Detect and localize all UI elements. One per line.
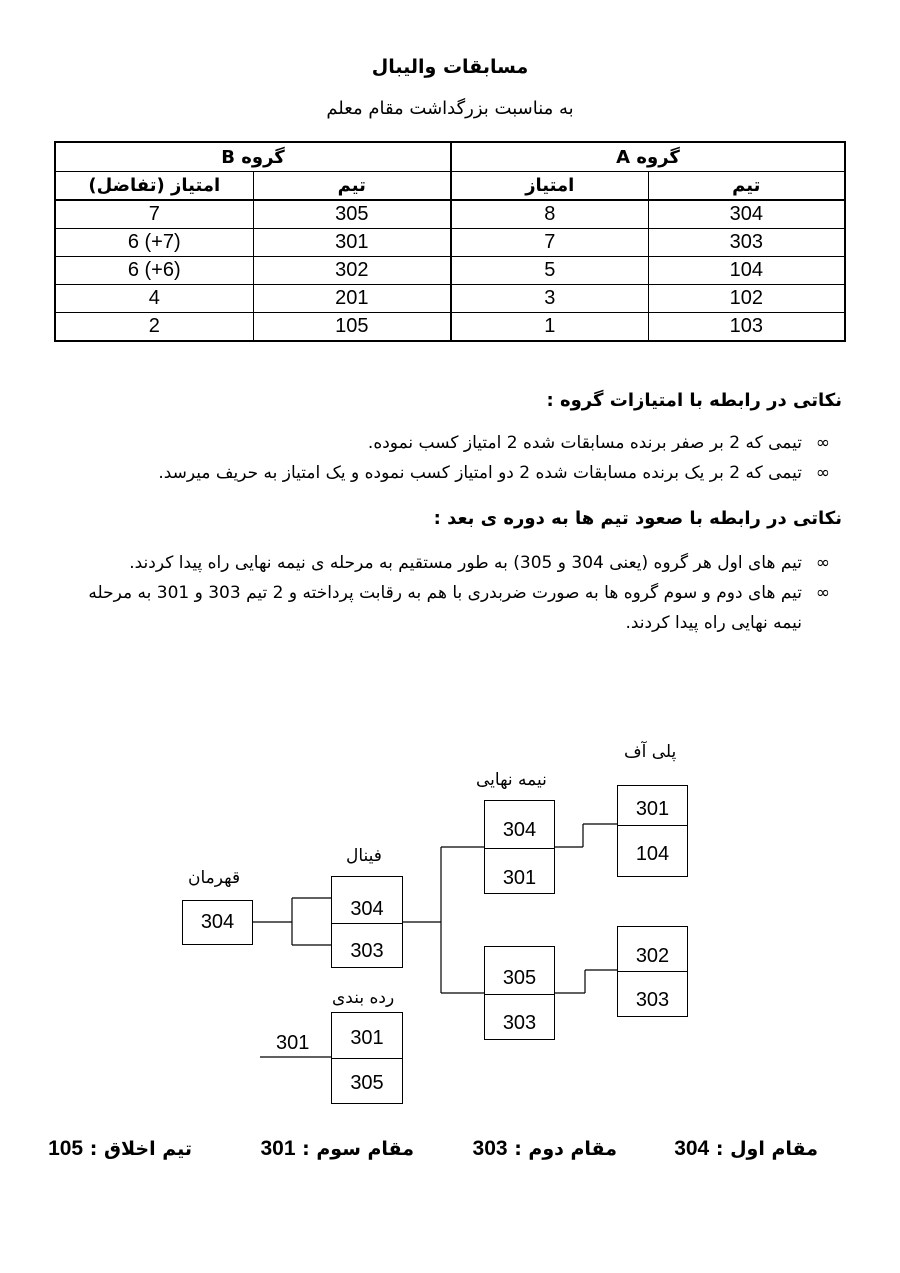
group-a-team-header: تیم: [648, 172, 845, 201]
playoff-match-2: [617, 926, 688, 1017]
page-subtitle: به مناسبت بزرگداشت مقام معلم: [326, 98, 574, 119]
champion-label: قهرمان: [188, 868, 241, 888]
group-b-team-cell: 302: [253, 257, 451, 285]
final-match: [331, 876, 403, 968]
playoff-label: پلی آف: [624, 742, 677, 762]
semifinal-match-1: [484, 800, 555, 894]
team-cell: 301: [502, 867, 537, 889]
group-a-points-cell: 7: [451, 229, 648, 257]
group-b-points-cell: 6 (+7): [55, 229, 253, 257]
first-place-value: 304: [674, 1137, 710, 1160]
team-cell: 302: [635, 945, 670, 967]
team-cell: 303: [635, 989, 670, 1011]
fair-play-value: 105: [48, 1137, 84, 1160]
group-a-points-cell: 8: [451, 200, 648, 229]
group-a-points-cell: 3: [451, 285, 648, 313]
third-place-label: مقام سوم :: [302, 1138, 414, 1160]
playoff-match-1: [617, 785, 688, 877]
first-place-label: مقام اول :: [715, 1138, 818, 1160]
group-b-points-cell: 2: [55, 313, 253, 342]
team-cell: 304: [502, 819, 537, 841]
group-a-team-cell: 304: [648, 200, 845, 229]
classification-label: رده بندی: [332, 988, 395, 1008]
second-place-value: 303: [472, 1137, 508, 1160]
group-b-points-cell: 6 (+6): [55, 257, 253, 285]
group-b-team-header: تیم: [253, 172, 451, 201]
group-b-team-cell: 105: [253, 313, 451, 342]
group-b-header: گروه B: [55, 142, 451, 172]
team-cell: 304: [350, 898, 384, 920]
classification-match: [331, 1012, 403, 1104]
team-cell: 104: [635, 843, 670, 865]
advancement-notes-title: نکاتی در رابطه با صعود تیم ها به دوره ی بعد :: [433, 508, 842, 529]
group-b-points-header: امتیاز (تفاضل): [55, 172, 253, 201]
team-cell: 305: [502, 967, 537, 989]
champion-box: [182, 900, 253, 945]
second-place: [473, 1137, 617, 1161]
group-b-points-cell: 7: [55, 200, 253, 229]
group-b-points-cell: 4: [55, 285, 253, 313]
third-place: [260, 1137, 414, 1161]
group-a-header: گروه A: [451, 142, 845, 172]
infinity-bullet-icon: ∞: [815, 553, 830, 573]
team-cell: 303: [350, 940, 384, 962]
semifinal-label: نیمه نهایی: [476, 770, 547, 790]
list-item: ∞ تیمی که 2 بر صفر برنده مسابقات شده 2 امتیاز کسب نموده.: [70, 428, 830, 458]
team-cell: 301: [635, 798, 670, 820]
list-item: ∞ تیم های دوم و سوم گروه ها به صورت ضربدری با هم به رقابت پرداخته و 2 تیم 303 و 301 به مرحله نیمه نهایی راه پیدا کردند.: [70, 578, 830, 638]
infinity-bullet-icon: ∞: [815, 463, 830, 483]
group-b-team-cell: 201: [253, 285, 451, 313]
group-points-notes-title: نکاتی در رابطه با امتیازات گروه :: [546, 390, 842, 411]
group-b-team-cell: 301: [253, 229, 451, 257]
group-a-team-cell: 103: [648, 313, 845, 342]
second-place-label: مقام دوم :: [514, 1138, 617, 1160]
list-item: ∞ تیمی که 2 بر یک برنده مسابقات شده 2 دو امتیاز کسب نموده و یک امتیاز به حریف میرسد.: [70, 458, 830, 488]
group-a-team-cell: 303: [648, 229, 845, 257]
fair-play-team: [48, 1137, 192, 1161]
team-cell: 305: [350, 1072, 384, 1094]
infinity-bullet-icon: ∞: [815, 433, 830, 453]
page-title: مسابقات والیبال: [371, 56, 529, 78]
infinity-bullet-icon: ∞: [815, 583, 830, 603]
group-a-points-header: امتیاز: [451, 172, 648, 201]
group-a-team-cell: 104: [648, 257, 845, 285]
final-label: فینال: [346, 846, 382, 866]
third-place-value: 301: [260, 1137, 296, 1160]
team-cell: 303: [502, 1012, 537, 1034]
third-place-winner: 301: [276, 1032, 310, 1054]
group-a-team-cell: 102: [648, 285, 845, 313]
group-b-team-cell: 305: [253, 200, 451, 229]
group-a-points-cell: 5: [451, 257, 648, 285]
semifinal-match-2: [484, 946, 555, 1040]
group-a-points-cell: 1: [451, 313, 648, 342]
fair-play-label: تیم اخلاق :: [89, 1138, 192, 1160]
first-place: [674, 1137, 818, 1161]
team-cell: 301: [350, 1027, 384, 1049]
team-cell: 304: [200, 911, 235, 933]
list-item: ∞ تیم های اول هر گروه (یعنی 304 و 305) به طور مستقیم به مرحله ی نیمه نهایی راه پیدا کردند.: [70, 548, 830, 578]
